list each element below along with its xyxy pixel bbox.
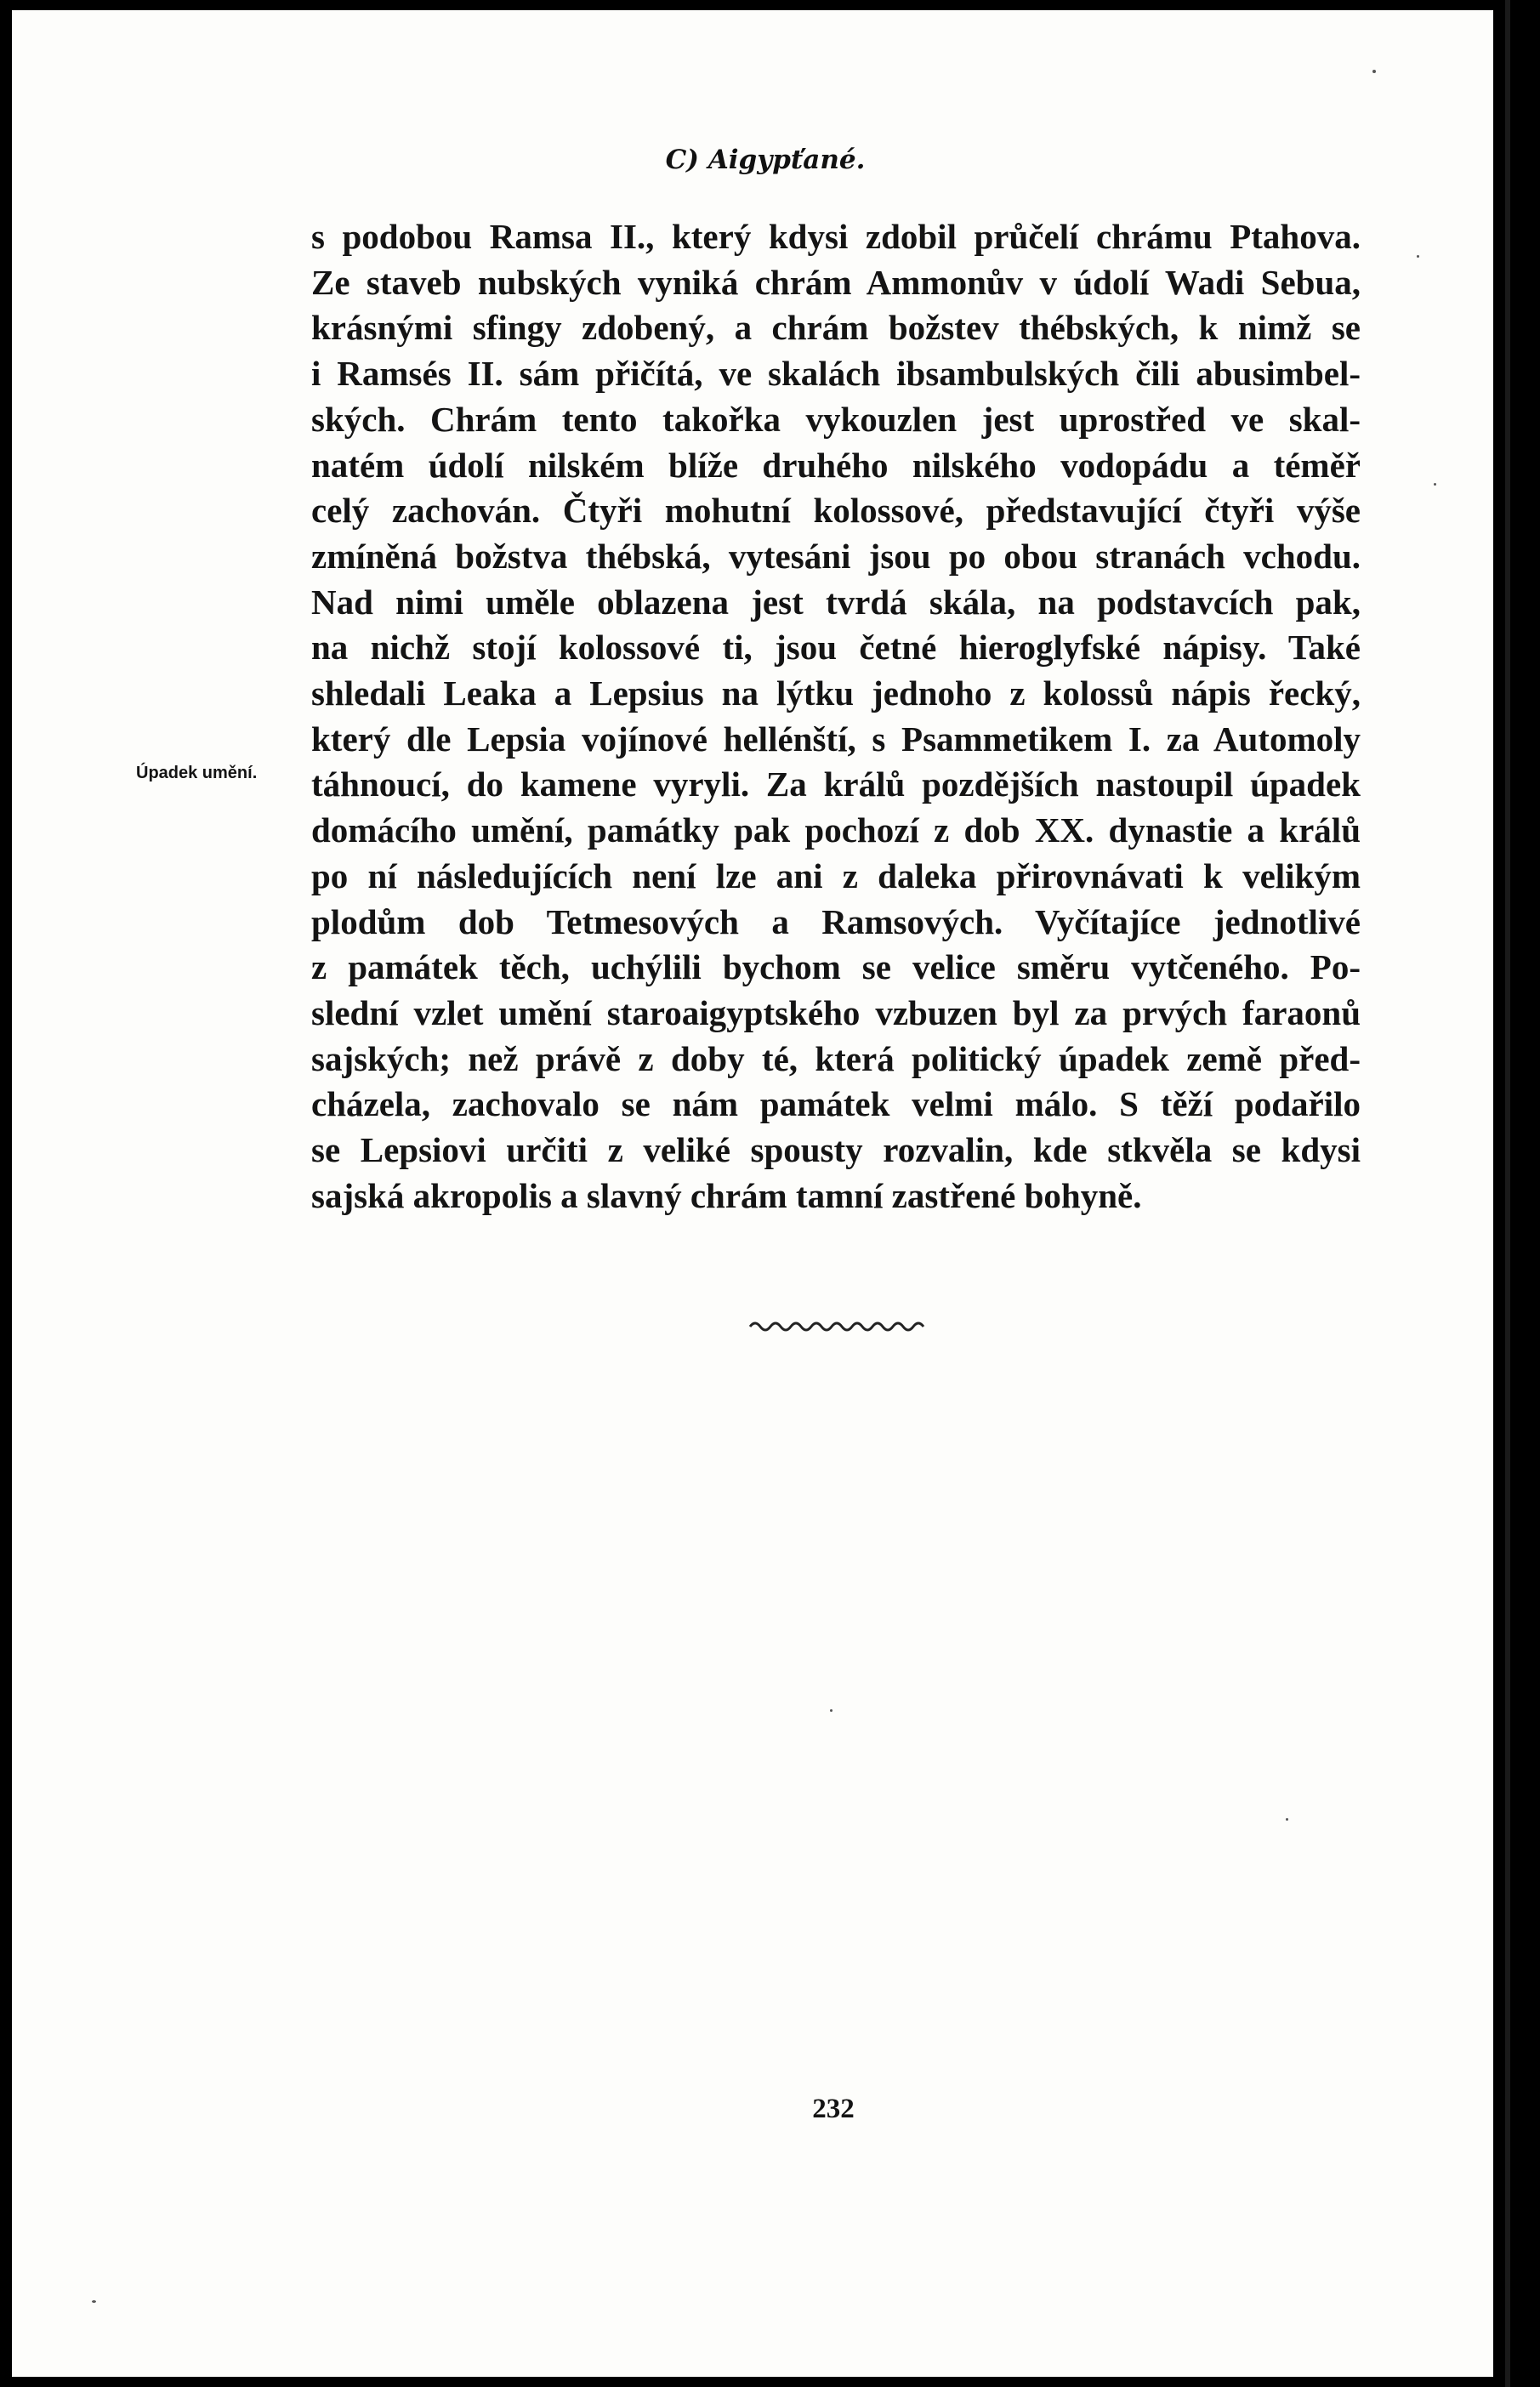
scan-speck	[1372, 70, 1376, 73]
text-line: ských. Chrám tento takořka vykouzlen jest uprostřed ve skal-	[311, 399, 1361, 439]
text-line: z památek těch, uchýlili bychom se velice směru vytčeného. Po-	[311, 947, 1361, 987]
text-line: na nichž stojí kolossové ti, jsou četné hieroglyfské nápisy. Také	[311, 628, 1361, 668]
text-line: Nad nimi uměle oblazena jest tvrdá skála, na podstavcích pak,	[311, 582, 1361, 622]
text-line: natém údolí nilském blíže druhého nilského vodopádu a téměř	[311, 445, 1361, 485]
text-line: i Ramsés II. sám přičítá, ve skalách ibsambulských čili abusimbel-	[311, 354, 1361, 394]
scan-speck	[1286, 1818, 1288, 1821]
running-header: C) Aigypťané.	[665, 145, 866, 175]
text-line: po ní následujících není lze ani z daleka přirovnávati k velikým	[311, 855, 1361, 895]
text-line: se Lepsiovi určiti z veliké spousty rozvalin, kde stkvěla se kdysi	[311, 1130, 1361, 1170]
text-line: s podobou Ramsa II., který kdysi zdobil průčelí chrámu Ptahova.	[311, 217, 1361, 256]
body-text	[311, 214, 1361, 1219]
scan-speck	[830, 1709, 833, 1712]
text-line: krásnými sfingy zdobený, a chrám božstev thébských, k nimž se	[311, 308, 1361, 348]
text-line: cházela, zachovalo se nám památek velmi málo. S těží podařilo	[311, 1084, 1361, 1124]
margin-note: Úpadek umění.	[136, 764, 258, 782]
text-line: zmíněná božstva thébská, vytesáni jsou po obou stranách vchodu.	[311, 536, 1361, 576]
text-line: táhnoucí, do kamene vyryli. Za králů pozdějších nastoupil úpadek	[311, 764, 1361, 804]
page-number: 232	[812, 2094, 855, 2124]
text-line: domácího umění, památky pak pochozí z dob XX. dynastie a králů	[311, 810, 1361, 850]
scan-edge	[1505, 0, 1510, 2387]
text-line: který dle Lepsia vojínové hellénští, s Psammetikem I. za Automoly	[311, 719, 1361, 759]
text-line: celý zachován. Čtyři mohutní kolossové, představující čtyři výše	[311, 491, 1361, 531]
ornament-divider	[747, 1316, 927, 1337]
scan-speck	[92, 2300, 96, 2303]
text-line: slední vzlet umění staroaigyptského vzbuzen byl za prvých faraonů	[311, 992, 1361, 1032]
text-line: Ze staveb nubských vyniká chrám Ammonův v údolí Wadi Sebua,	[311, 262, 1361, 302]
text-line: plodům dob Tetmesových a Ramsových. Vyčítajíce jednotlivé	[311, 901, 1361, 941]
text-line: sajských; než právě z doby té, která politický úpadek země před-	[311, 1038, 1361, 1078]
text-line: shledali Leaka a Lepsius na lýtku jednoho z kolossů nápis řecký,	[311, 673, 1361, 713]
scan-speck	[1417, 255, 1419, 258]
scan-speck	[1434, 483, 1436, 486]
text-line: sajská akropolis a slavný chrám tamní zastřené bohyně.	[311, 1175, 1142, 1215]
